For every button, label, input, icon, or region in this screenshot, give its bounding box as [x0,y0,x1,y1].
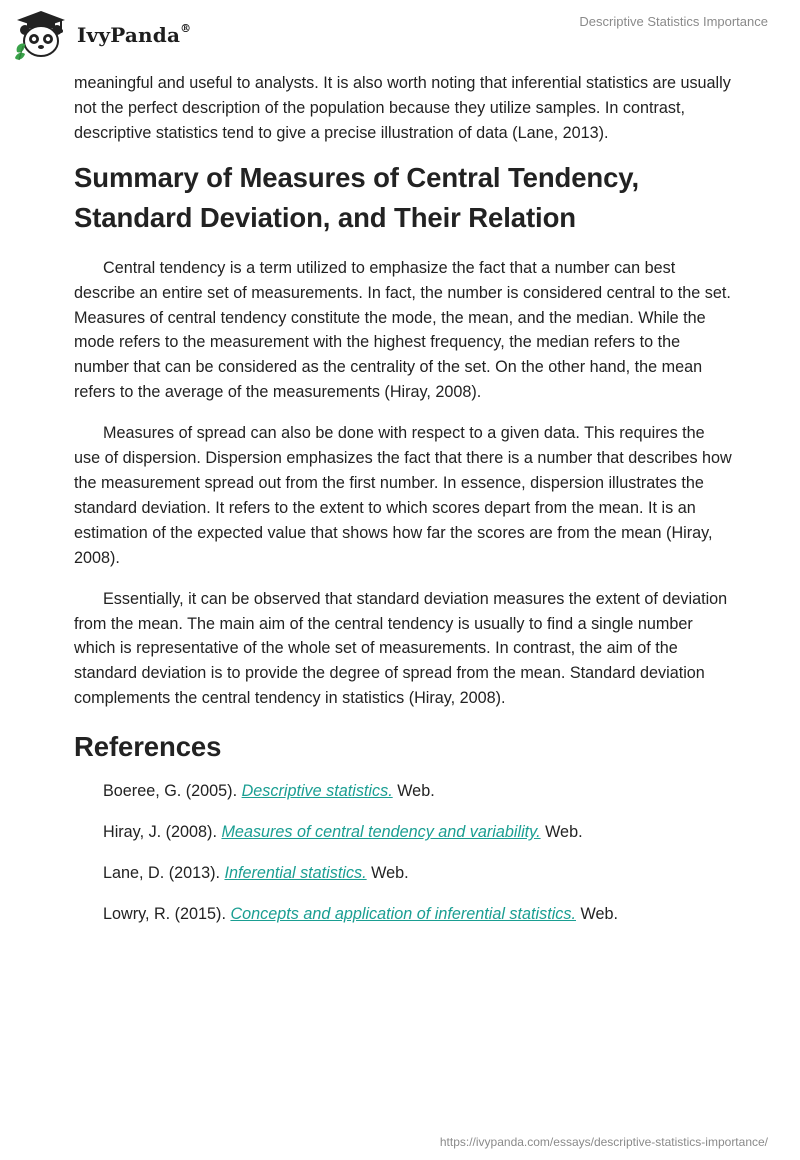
essay-body [74,71,734,943]
reference-suffix: Web. [392,782,435,801]
paragraph-measures-of-spread: Measures of spread can also be done with respect to a given data. This requires the use of dispersion. Dispersion emphasizes the fact that there is a number that describes how the measurement spread out from the first number. In essence, dispersion illustrates the standard deviation. It refers to the extent to which scores depart from the mean. It is an estimation of the expected value that shows how far the scores are from the mean (Hiray, 2008). [74,424,732,567]
reference-suffix: Web. [575,905,618,924]
panda-graduate-icon [13,6,75,62]
document-title: Descriptive Statistics Importance [579,14,768,29]
reference-item [74,902,734,926]
reference-suffix: Web. [540,823,583,842]
reference-author: Lowry, R. (2015). [103,905,231,924]
lead-paragraph: meaningful and useful to analysts. It is also worth noting that inferential statistics are usually not the perfect description of the population because they utilize samples. In contrast, descriptive statistics tend to give a precise illustration of data (Lane, 2013). [74,74,731,142]
reference-item [74,861,734,885]
footer-url[interactable]: https://ivypanda.com/essays/descriptive-statistics-importance/ [439,1135,768,1149]
reference-link[interactable]: Descriptive statistics. [241,782,393,801]
references-heading: References [74,731,222,763]
reference-item [74,779,734,803]
registered-mark: ® [180,22,192,36]
reference-item [74,820,734,844]
page-header [0,0,800,70]
brand-name-text: IvyPanda [77,23,181,47]
paragraph-central-tendency: Central tendency is a term utilized to emphasize the fact that a number can best describe an entire set of measurements. In fact, the number is considered central to the set. Measures of central tendency constitute the mode, the mean, and the median. While the mode refers to the measurement with the highest frequency, the median refers to the number that can be considered as the centrality of the set. On the other hand, the mean refers to the average of the measurements (Hiray, 2008). [74,258,731,402]
paragraph-standard-deviation: Essentially, it can be observed that standard deviation measures the extent of deviation from the mean. The main aim of the central tendency is usually to find a single number which is representative of the whole set of measurements. In contrast, the aim of the standard deviation is to provide the degree of spread from the mean. Standard deviation complements the central tendency in statistics (Hiray, 2008). [74,589,728,708]
section-heading: Summary of Measures of Central Tendency, Standard Deviation, and Their Relation [74,161,640,233]
reference-author: Lane, D. (2013). [103,864,225,883]
reference-link[interactable]: Measures of central tendency and variability. [221,823,541,842]
reference-author: Boeree, G. (2005). [103,782,242,801]
brand-name [77,23,191,47]
reference-author: Hiray, J. (2008). [103,823,222,842]
reference-link[interactable]: Inferential statistics. [224,864,367,883]
ivypanda-logo[interactable] [13,6,203,62]
reference-suffix: Web. [366,864,409,883]
reference-link[interactable]: Concepts and application of inferential statistics. [230,905,576,924]
